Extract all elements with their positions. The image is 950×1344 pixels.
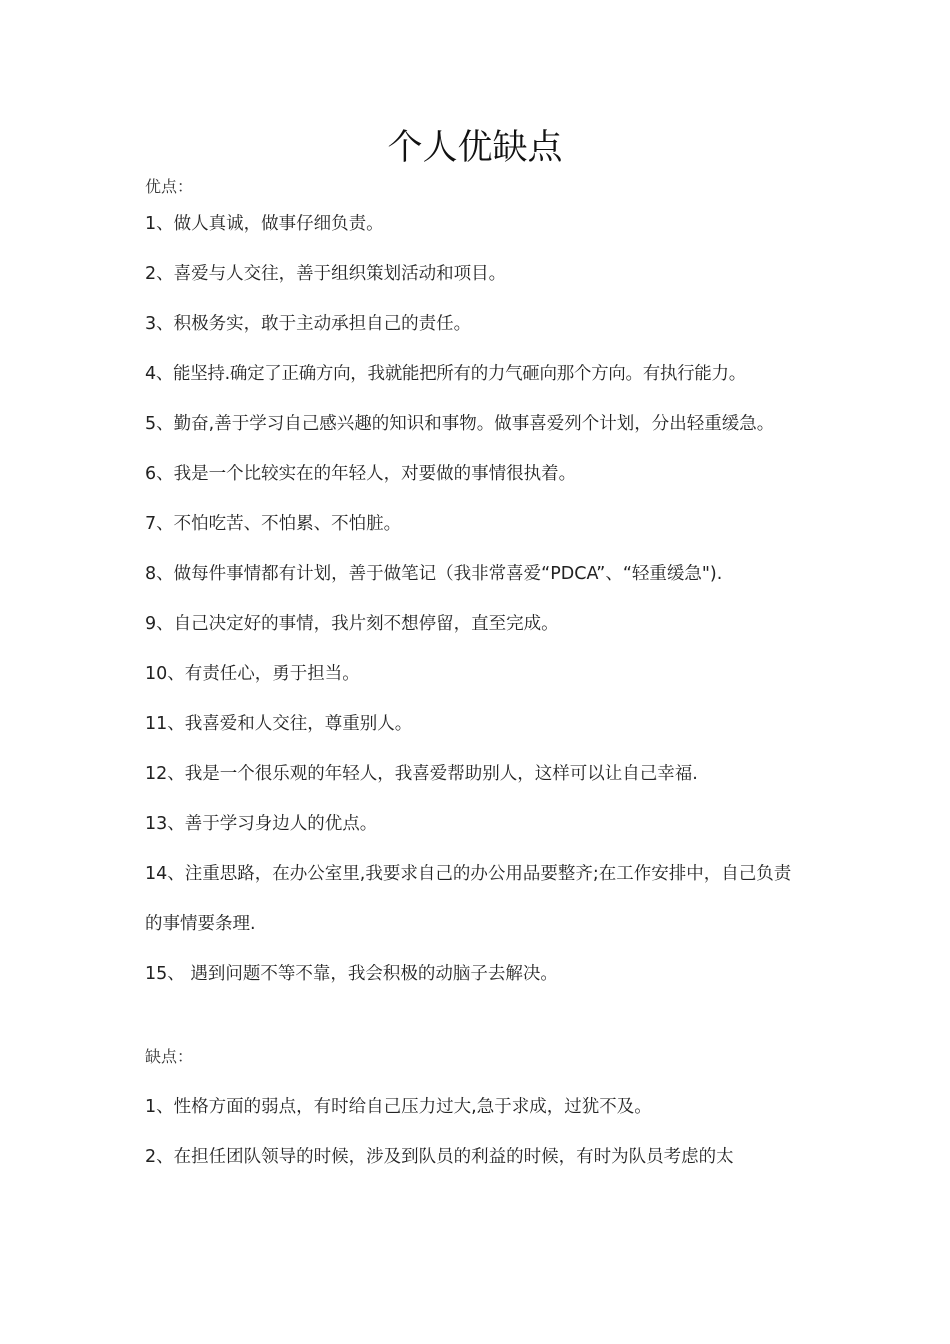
list-item: 1、做人真诚，做事仔细负责。 [145,214,384,234]
cons-label: 缺点： [145,1047,194,1066]
list-item: 1、性格方面的弱点，有时给自己压力过大,急于求成，过犹不及。 [145,1097,652,1117]
list-item: 11、我喜爱和人交往，尊重别人。 [145,714,413,734]
pros-label: 优点： [145,177,194,196]
list-item: 4、能坚持.确定了正确方向，我就能把所有的力气砸向那个方向。有执行能力。 [145,364,746,384]
list-item: 14、注重思路，在办公室里,我要求自己的办公用品要整齐;在工作安排中，自己负责的事情要条理. [145,864,792,934]
cons-list [145,1082,815,1182]
page-title: 个人优缺点 [387,128,563,168]
list-item: 6、我是一个比较实在的年轻人，对要做的事情很执着。 [145,464,577,484]
list-item: 8、做每件事情都有计划，善于做笔记（我非常喜爱“PDCA”、“轻重缓急"). [145,564,723,584]
list-item: 7、不怕吃苦、不怕累、不怕脏。 [145,514,402,534]
list-item: 9、自己决定好的事情，我片刻不想停留，直至完成。 [145,614,559,634]
list-item: 2、喜爱与人交往，善于组织策划活动和项目。 [145,264,507,284]
list-item: 13、善于学习身边人的优点。 [145,814,378,834]
list-item: 12、我是一个很乐观的年轻人，我喜爱帮助别人，这样可以让自己幸福. [145,764,698,784]
pros-list [145,199,815,999]
list-item: 15、 遇到问题不等不靠，我会积极的动脑子去解决。 [145,964,558,984]
list-item: 3、积极务实，敢于主动承担自己的责任。 [145,314,472,334]
list-item: 2、在担任团队领导的时候，涉及到队员的利益的时候，有时为队员考虑的太 [145,1147,734,1167]
list-item: 10、有责任心，勇于担当。 [145,664,360,684]
list-item: 5、勤奋,善于学习自己感兴趣的知识和事物。做事喜爱列个计划，分出轻重缓急。 [145,414,775,434]
